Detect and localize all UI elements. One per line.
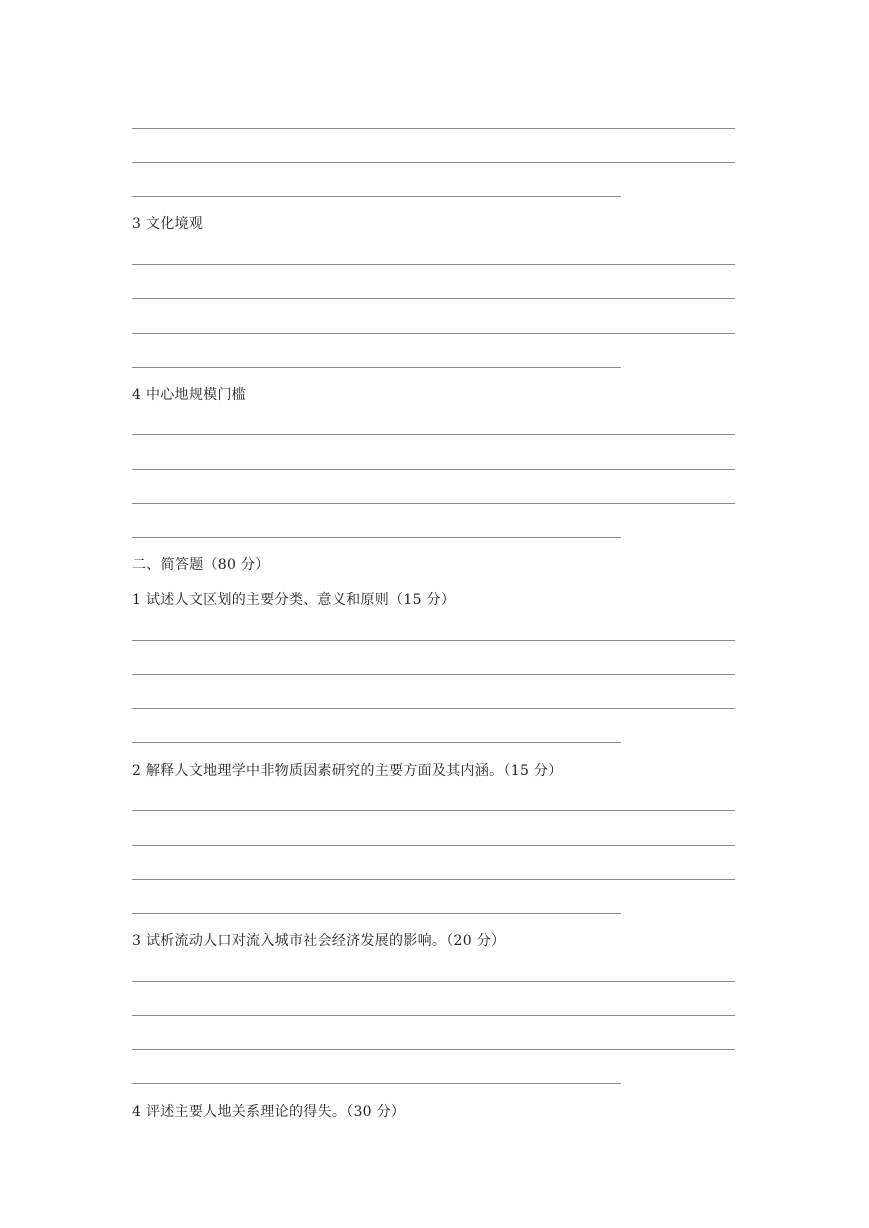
answer-line <box>132 708 735 709</box>
answer-line <box>132 367 621 368</box>
answer-line <box>132 742 621 743</box>
answer-line <box>132 879 735 880</box>
question-4: 4 评述主要人地关系理论的得失。（30 分） <box>132 1104 406 1120</box>
answer-line <box>132 674 735 675</box>
answer-line <box>132 298 735 299</box>
question-3: 3 试析流动人口对流入城市社会经济发展的影响。（20 分） <box>132 933 506 949</box>
answer-line <box>132 1049 735 1050</box>
answer-line <box>132 434 735 435</box>
term-4-label: 4 中心地规模门槛 <box>132 387 247 403</box>
answer-line <box>132 196 621 197</box>
answer-line <box>132 264 735 265</box>
question-1: 1 试述人文区划的主要分类、意义和原则（15 分） <box>132 592 456 608</box>
answer-line <box>132 913 621 914</box>
answer-line <box>132 503 735 504</box>
answer-line <box>132 469 735 470</box>
answer-line <box>132 810 735 811</box>
answer-line <box>132 162 735 163</box>
question-2: 2 解释人文地理学中非物质因素研究的主要方面及其内涵。（15 分） <box>132 763 563 779</box>
answer-line <box>132 1083 621 1084</box>
term-3-label: 3 文化境观 <box>132 216 204 232</box>
section-2-heading: 二、简答题（80 分） <box>132 557 270 573</box>
answer-line <box>132 981 735 982</box>
answer-line <box>132 845 735 846</box>
answer-line <box>132 537 621 538</box>
answer-line <box>132 128 735 129</box>
answer-line <box>132 640 735 641</box>
answer-line <box>132 1015 735 1016</box>
answer-line <box>132 333 735 334</box>
